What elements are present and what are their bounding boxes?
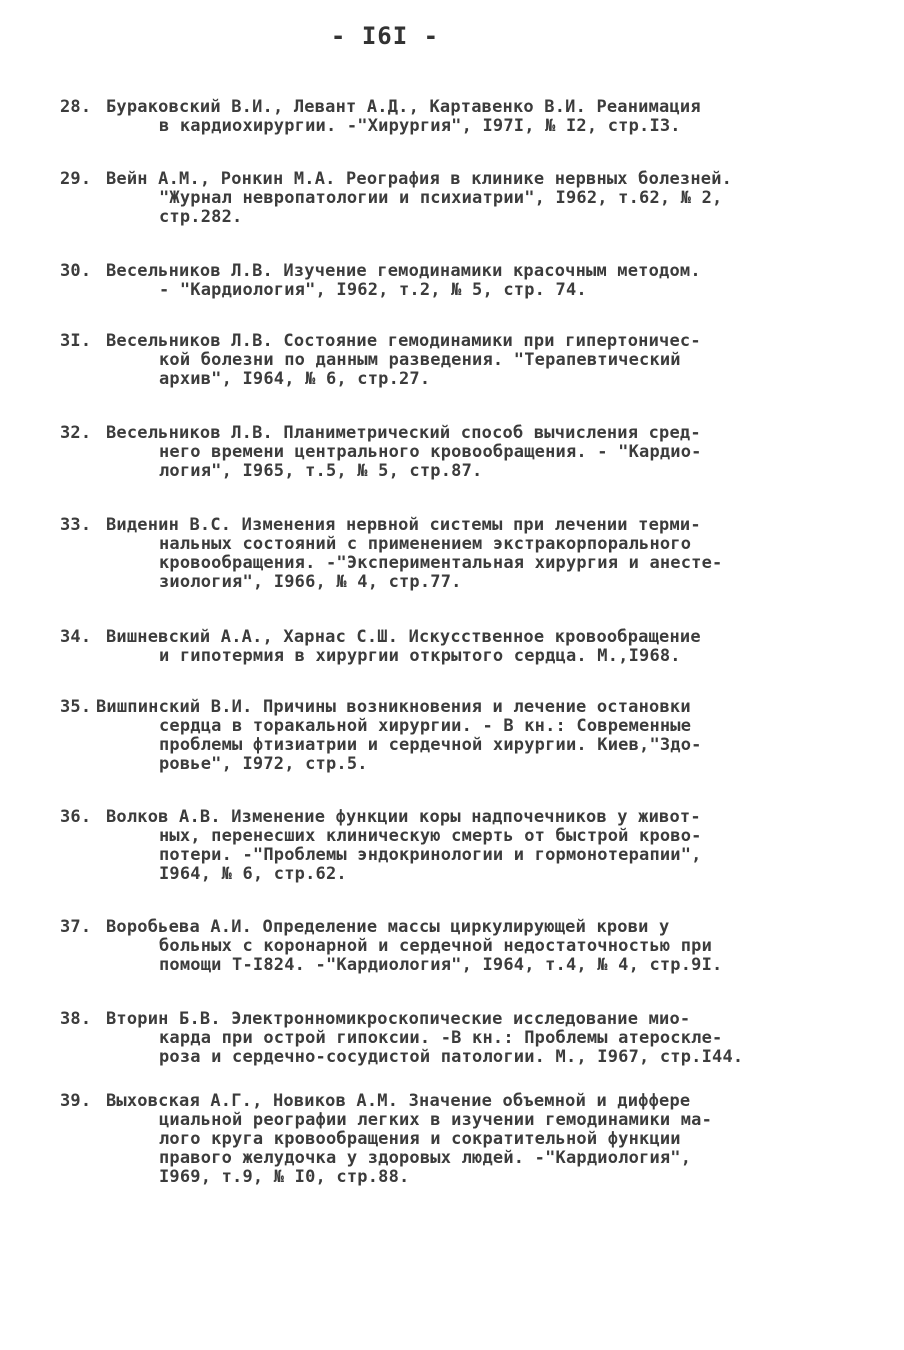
- entry-text: Весельников Л.В. Планиметрический способ вычисления сред-: [106, 423, 701, 443]
- entry-text: кровообращения. -"Экспериментальная хирургия и анесте-: [159, 553, 723, 573]
- entry-text: ных, перенесших клиническую смерть от быстрой крово-: [159, 826, 702, 846]
- bibliography-entry: [60, 170, 850, 227]
- entry-text: сердца в торакальной хирургии. - В кн.: Современные: [159, 716, 692, 736]
- entry-text: и гипотермия в хирургии открытого сердца. М.,I968.: [159, 646, 681, 666]
- entry-text: Выховская А.Г., Новиков А.М. Значение объемной и диффере: [106, 1091, 691, 1111]
- entry-text: него времени центрального кровообращения. - "Кардио-: [159, 442, 702, 462]
- bibliography-entry: [60, 698, 850, 774]
- entry-text: потери. -"Проблемы эндокринологии и гормонотерапии",: [159, 845, 702, 865]
- bibliography-entry: [60, 808, 850, 884]
- bibliography-entry: [60, 98, 850, 136]
- entry-number: 28.: [60, 97, 92, 117]
- bibliography-entry: [60, 424, 850, 481]
- entry-number: 3I.: [60, 331, 92, 351]
- entry-number: 33.: [60, 515, 92, 535]
- entry-number: 38.: [60, 1009, 92, 1029]
- entry-text: больных с коронарной и сердечной недостаточностью при: [159, 936, 713, 956]
- entry-text: Воробьева А.И. Определение массы циркулирующей крови у: [106, 917, 670, 937]
- page-number: - I6I -: [330, 22, 440, 50]
- entry-text: Волков А.В. Изменение функции коры надпочечников у живот-: [106, 807, 701, 827]
- entry-text: правого желудочка у здоровых людей. -"Кардиология",: [159, 1148, 692, 1168]
- entry-number: 32.: [60, 423, 92, 443]
- entry-text: Вишневский А.А., Харнас С.Ш. Искусственное кровообращение: [106, 627, 701, 647]
- entry-text: нальных состояний с применением экстракорпорального: [159, 534, 692, 554]
- entry-text: циальной реографии легких в изучении гемодинамики ма-: [159, 1110, 713, 1130]
- entry-number: 34.: [60, 627, 92, 647]
- entry-number: 29.: [60, 169, 92, 189]
- entry-text: стр.282.: [159, 207, 243, 227]
- entry-text: Весельников Л.В. Изучение гемодинамики красочным методом.: [106, 261, 701, 281]
- entry-text: логия", I965, т.5, № 5, стр.87.: [159, 461, 483, 481]
- bibliography-entry: [60, 332, 850, 389]
- entry-text: Весельников Л.В. Состояние гемодинамики при гипертоничес-: [106, 331, 701, 351]
- entry-text: Бураковский В.И., Левант А.Д., Картавенко В.И. Реанимация: [106, 97, 701, 117]
- entry-number: 30.: [60, 261, 92, 281]
- entry-text: I964, № 6, стр.62.: [159, 864, 347, 884]
- entry-text: проблемы фтизиатрии и сердечной хирургии. Киев,"Здо-: [159, 735, 702, 755]
- entry-text: карда при острой гипоксии. -В кн.: Проблемы атероскле-: [159, 1028, 723, 1048]
- entry-text: ровье", I972, стр.5.: [159, 754, 368, 774]
- entry-text: - "Кардиология", I962, т.2, № 5, стр. 74.: [159, 280, 587, 300]
- entry-text: I969, т.9, № I0, стр.88.: [159, 1167, 410, 1187]
- entry-number: 35.: [60, 697, 92, 717]
- entry-text: Виденин В.С. Изменения нервной системы при лечении терми-: [106, 515, 701, 535]
- entry-text: Вейн А.М., Ронкин М.А. Реография в клинике нервных болезней.: [106, 169, 733, 189]
- bibliography-entry: [60, 918, 850, 975]
- entry-number: 37.: [60, 917, 92, 937]
- bibliography-entry: [60, 262, 850, 300]
- bibliography-entry: [60, 1092, 850, 1187]
- entry-number: 36.: [60, 807, 92, 827]
- entry-text: Вишпинский В.И. Причины возникновения и лечение остановки: [96, 697, 691, 717]
- entry-text: кой болезни по данным разведения. "Терапевтический: [159, 350, 681, 370]
- entry-text: архив", I964, № 6, стр.27.: [159, 369, 431, 389]
- entry-number: 39.: [60, 1091, 92, 1111]
- bibliography-entry: [60, 628, 850, 666]
- bibliography-entry: [60, 1010, 850, 1067]
- entry-text: роза и сердечно-сосудистой патологии. М., I967, стр.I44.: [159, 1047, 744, 1067]
- entry-text: в кардиохирургии. -"Хирургия", I97I, № I2, стр.I3.: [159, 116, 681, 136]
- entry-text: зиология", I966, № 4, стр.77.: [159, 572, 462, 592]
- bibliography-entry: [60, 516, 850, 592]
- entry-text: Вторин Б.В. Электронномикроскопические исследование мио-: [106, 1009, 691, 1029]
- entry-text: лого круга кровообращения и сократительной функции: [159, 1129, 681, 1149]
- entry-text: "Журнал невропатологии и психиатрии", I962, т.62, № 2,: [159, 188, 723, 208]
- entry-text: помощи Т-I824. -"Кардиология", I964, т.4, № 4, стр.9I.: [159, 955, 723, 975]
